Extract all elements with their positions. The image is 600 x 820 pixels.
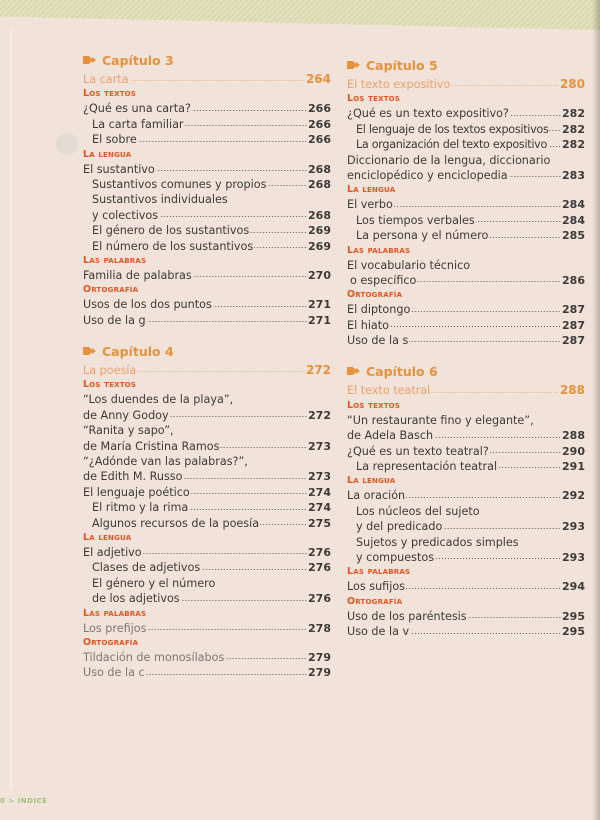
page-number: 272 <box>305 363 331 378</box>
page-number: 280 <box>559 77 585 91</box>
page-number: 269 <box>308 224 331 238</box>
entry-label: Algunos recursos de la poesía <box>92 516 260 530</box>
dot-leader <box>510 115 561 116</box>
toc-entry[interactable] <box>83 101 331 116</box>
toc-entry[interactable] <box>347 428 585 443</box>
section-label-lengua: La lengua <box>347 475 396 487</box>
dot-leader <box>434 437 561 438</box>
chapter-arrow-icon <box>83 346 97 356</box>
page-number: 273 <box>308 470 331 484</box>
toc-entry[interactable] <box>83 223 331 238</box>
toc-entry-main[interactable] <box>347 383 585 398</box>
entry-label-line: “¿Adónde van las palabras?”, <box>83 455 248 469</box>
section-label-ortografia: Ortografía <box>347 595 403 607</box>
entry-label: Tildación de monosílabos <box>83 650 225 664</box>
toc-entry[interactable] <box>83 469 331 484</box>
toc-entry[interactable] <box>83 177 331 192</box>
entry-label-line: El género y el número <box>92 576 216 590</box>
page-number: 292 <box>562 489 585 503</box>
toc-entry[interactable] <box>347 318 585 333</box>
chapter-6-heading <box>347 363 585 380</box>
dot-leader <box>189 509 307 510</box>
page-number: 272 <box>308 408 331 422</box>
page-number: 288 <box>562 429 585 443</box>
entry-label: de los adjetivos <box>92 592 180 606</box>
toc-entry[interactable] <box>347 197 585 212</box>
toc-entry[interactable] <box>83 516 331 531</box>
section-label-lengua: La lengua <box>347 184 396 196</box>
page-number: 279 <box>308 650 331 664</box>
footer-page-number: 0 <box>0 797 6 805</box>
toc-entry[interactable] <box>83 560 331 575</box>
top-decorative-band <box>0 0 600 30</box>
chapter-arrow-icon <box>347 366 361 376</box>
entry-label-line: Sujetos y predicados simples <box>356 535 519 549</box>
page-number: 283 <box>562 168 585 182</box>
dot-leader <box>183 478 307 479</box>
entry-label: El texto teatral <box>347 384 431 398</box>
dot-leader <box>417 281 561 282</box>
dot-leader <box>138 141 307 142</box>
toc-entry[interactable] <box>347 302 585 317</box>
dot-leader <box>146 674 307 675</box>
entry-label: El lenguaje poético <box>83 485 190 499</box>
toc-entry-main[interactable] <box>83 363 331 378</box>
entry-label-line: El vocabulario técnico <box>347 258 471 272</box>
section-label-palabras: Las palabras <box>83 607 147 619</box>
dot-leader <box>220 447 307 448</box>
page-number: 293 <box>562 520 585 534</box>
page-number: 264 <box>305 72 331 86</box>
dot-leader <box>443 528 561 529</box>
dot-leader <box>185 125 308 126</box>
entry-label: El género de los sustantivos <box>92 224 250 238</box>
page-number: 266 <box>308 117 331 131</box>
chapter-3-heading <box>83 52 331 69</box>
entry-label: Uso de la c <box>83 666 145 680</box>
dot-leader <box>143 553 307 554</box>
entry-label: Uso de la v <box>347 625 410 639</box>
entry-label: Los prefijos <box>83 621 147 635</box>
entry-label: El verbo <box>347 198 393 212</box>
dot-leader <box>411 311 561 312</box>
dot-leader <box>451 85 559 86</box>
entry-label: y colectivos <box>92 208 159 222</box>
toc-entry[interactable] <box>347 333 585 348</box>
toc-left-column <box>83 52 331 681</box>
entry-label: ¿Qué es un texto expositivo? <box>347 107 509 121</box>
page-number: 266 <box>308 133 331 147</box>
page-number: 266 <box>308 102 331 116</box>
dot-leader <box>156 170 307 171</box>
page-number: 274 <box>308 485 331 499</box>
dot-leader <box>260 524 307 525</box>
dot-leader <box>406 497 561 498</box>
dot-leader <box>225 658 307 659</box>
page-number: 282 <box>562 107 585 121</box>
entry-label-line: “Ranita y sapo”, <box>83 424 174 438</box>
dot-leader <box>489 237 561 238</box>
page-number: 291 <box>562 460 585 474</box>
toc-entry[interactable] <box>347 488 585 503</box>
section-label-textos: Los textos <box>347 93 401 105</box>
page-number: 276 <box>308 545 331 559</box>
toc-entry[interactable] <box>83 650 331 665</box>
toc-entry[interactable] <box>347 624 585 639</box>
entry-label: de Adela Basch <box>347 429 434 443</box>
page-left-edge <box>10 30 12 790</box>
entry-label-line: Los núcleos del sujeto <box>356 504 480 518</box>
page-number: 284 <box>562 198 585 212</box>
entry-label-line: “Los duendes de la playa”, <box>83 393 234 407</box>
dot-leader <box>509 176 561 177</box>
toc-entry[interactable] <box>347 273 585 288</box>
entry-label: El sobre <box>92 133 137 147</box>
toc-entry[interactable] <box>83 591 331 606</box>
page-gutter-shadow <box>592 0 600 820</box>
chapter-5-heading <box>347 57 585 74</box>
entry-label: ¿Qué es un texto teatral? <box>347 444 489 458</box>
page-number: 287 <box>562 334 585 348</box>
dot-leader <box>390 326 561 327</box>
page-number: 276 <box>308 592 331 606</box>
page-number: 276 <box>308 561 331 575</box>
dot-leader <box>406 588 561 589</box>
footer-label: ÍNDICE <box>17 797 48 805</box>
toc-entry[interactable] <box>83 439 331 454</box>
toc-entry[interactable] <box>347 459 585 474</box>
section-label-ortografia: Ortografía <box>347 289 403 301</box>
toc-entry[interactable] <box>347 122 585 137</box>
page-number: 295 <box>562 625 585 639</box>
page-number: 271 <box>308 298 331 312</box>
entry-label: Los tiempos verbales <box>356 213 475 227</box>
dot-leader <box>191 493 307 494</box>
entry-label: El hiato <box>347 318 390 332</box>
dot-leader <box>498 467 561 468</box>
entry-label: ¿Qué es una carta? <box>83 102 191 116</box>
entry-label: Uso de los paréntesis <box>347 609 467 623</box>
dot-leader <box>250 232 307 233</box>
toc-entry[interactable] <box>347 228 585 243</box>
entry-label: y compuestos <box>356 550 435 564</box>
entry-label-line: “Un restaurante fino y elegante”, <box>347 413 534 427</box>
dot-leader <box>490 452 561 453</box>
entry-label: El adjetivo <box>83 545 142 559</box>
toc-entry[interactable] <box>83 162 331 177</box>
dot-leader <box>213 306 307 307</box>
page-number: 285 <box>562 229 585 243</box>
entry-label: La oración <box>347 489 406 503</box>
dot-leader <box>267 185 307 186</box>
dot-leader <box>170 416 307 417</box>
section-label-lengua: La lengua <box>83 148 132 160</box>
page-number: 294 <box>562 580 585 594</box>
entry-label: El diptongo <box>347 303 411 317</box>
page-number: 279 <box>308 666 331 680</box>
entry-label-line: Diccionario de la lengua, diccionario <box>347 153 551 167</box>
entry-label: de María Cristina Ramos <box>83 439 220 453</box>
page-number: 275 <box>308 516 331 530</box>
page-number: 282 <box>562 122 585 136</box>
section-label-palabras: Las palabras <box>347 566 411 578</box>
toc-entry[interactable] <box>83 297 331 312</box>
dot-leader <box>476 221 561 222</box>
page-number: 282 <box>562 138 585 152</box>
toc-entry[interactable] <box>83 268 331 283</box>
dot-leader <box>410 633 561 634</box>
dot-leader <box>147 629 307 630</box>
page-number: 274 <box>308 501 331 515</box>
entry-label: Familia de palabras <box>83 268 192 282</box>
entry-label: El número de los sustantivos <box>92 239 254 253</box>
toc-entry[interactable] <box>83 313 331 328</box>
entry-label: El sustantivo <box>83 162 155 176</box>
chapter-title: Capítulo 3 <box>102 52 174 68</box>
entry-label: Sustantivos comunes y propios <box>92 177 267 191</box>
entry-label: Uso de la g <box>83 313 146 327</box>
page-number: 293 <box>562 550 585 564</box>
dot-leader <box>130 80 305 81</box>
entry-label: El lenguaje de los textos expositivos <box>356 122 549 136</box>
entry-label: La representación teatral <box>356 460 498 474</box>
chapter-title: Capítulo 6 <box>366 364 438 380</box>
dot-leader <box>468 617 561 618</box>
entry-label: La organización del texto expositivo <box>356 138 548 152</box>
entry-label: El texto expositivo <box>347 78 451 91</box>
page-number: 287 <box>562 303 585 317</box>
dot-leader <box>181 600 307 601</box>
dot-leader <box>147 321 307 322</box>
entry-label: La carta <box>83 73 129 86</box>
toc-entry[interactable] <box>347 519 585 534</box>
dot-leader <box>159 216 307 217</box>
chapter-title: Capítulo 5 <box>366 57 438 73</box>
page-number: 278 <box>308 621 331 635</box>
toc-entry-main[interactable] <box>347 77 585 92</box>
page-number: 270 <box>308 268 331 282</box>
entry-label: La carta familiar <box>92 117 184 131</box>
dot-leader <box>254 247 307 248</box>
dot-leader <box>409 341 561 342</box>
entry-label: Usos de los dos puntos <box>83 298 212 312</box>
entry-label: enciclopédico y enciclopedia <box>347 168 508 182</box>
entry-label: La persona y el número <box>356 229 489 243</box>
toc-entry[interactable] <box>347 444 585 459</box>
dot-leader <box>137 371 305 372</box>
toc-entry[interactable] <box>83 500 331 515</box>
section-label-textos: Los textos <box>347 399 401 411</box>
section-label-textos: Los textos <box>83 88 137 100</box>
dot-leader <box>394 206 561 207</box>
page-number: 286 <box>562 273 585 287</box>
page-number: 290 <box>562 444 585 458</box>
toc-entry[interactable] <box>83 239 331 254</box>
page-number: 271 <box>308 313 331 327</box>
toc-entry[interactable] <box>347 579 585 594</box>
section-label-textos: Los textos <box>83 379 137 391</box>
toc-entry[interactable] <box>347 137 585 152</box>
dot-leader <box>435 558 561 559</box>
chapter-arrow-icon <box>83 55 97 65</box>
entry-label-line: Sustantivos individuales <box>92 193 228 207</box>
entry-label: El ritmo y la rima <box>92 501 189 515</box>
toc-entry-main[interactable] <box>83 72 331 87</box>
toc-entry[interactable] <box>83 485 331 500</box>
chapter-4-heading <box>83 343 331 360</box>
page-number: 288 <box>559 383 585 398</box>
section-label-ortografia: Ortografía <box>83 284 139 296</box>
toc-right-column <box>347 57 585 640</box>
section-label-palabras: Las palabras <box>83 254 147 266</box>
entry-label: La poesía <box>83 364 137 378</box>
dot-leader <box>201 569 307 570</box>
toc-entry[interactable] <box>83 621 331 636</box>
page-footer <box>0 797 47 805</box>
dot-leader <box>192 110 307 111</box>
entry-label: y del predicado <box>356 520 443 534</box>
dot-leader <box>548 146 561 147</box>
dot-leader <box>549 130 561 131</box>
dot-leader <box>431 392 559 393</box>
toc-entry[interactable] <box>347 168 585 183</box>
page-number: 268 <box>308 208 331 222</box>
entry-label: Uso de la s <box>347 334 409 348</box>
entry-label: Los sufijos <box>347 580 406 594</box>
toc-entry[interactable] <box>83 208 331 223</box>
toc-entry[interactable] <box>347 609 585 624</box>
toc-entry[interactable] <box>83 545 331 560</box>
toc-entry[interactable] <box>347 106 585 121</box>
section-label-palabras: Las palabras <box>347 244 411 256</box>
dot-leader <box>193 276 307 277</box>
toc-entry[interactable] <box>83 408 331 423</box>
toc-entry[interactable] <box>83 117 331 132</box>
section-label-ortografia: Ortografía <box>83 636 139 648</box>
entry-label: Clases de adjetivos <box>92 561 201 575</box>
page-number: 268 <box>308 162 331 176</box>
paper-spot <box>56 133 78 155</box>
page-number: 284 <box>562 213 585 227</box>
page-number: 287 <box>562 318 585 332</box>
entry-label: de Anny Godoy <box>83 408 169 422</box>
toc-entry[interactable] <box>347 550 585 565</box>
page-number: 295 <box>562 609 585 623</box>
page-number: 268 <box>308 177 331 191</box>
toc-entry[interactable] <box>83 665 331 680</box>
footer-separator-icon: > <box>8 797 15 805</box>
toc-entry[interactable] <box>347 213 585 228</box>
toc-entry[interactable] <box>83 132 331 147</box>
entry-label: o específico <box>350 273 417 287</box>
chapter-arrow-icon <box>347 60 361 70</box>
page-number: 273 <box>308 439 331 453</box>
section-label-lengua: La lengua <box>83 531 132 543</box>
page-number: 269 <box>308 239 331 253</box>
entry-label: de Edith M. Russo <box>83 470 183 484</box>
chapter-title: Capítulo 4 <box>102 343 174 359</box>
